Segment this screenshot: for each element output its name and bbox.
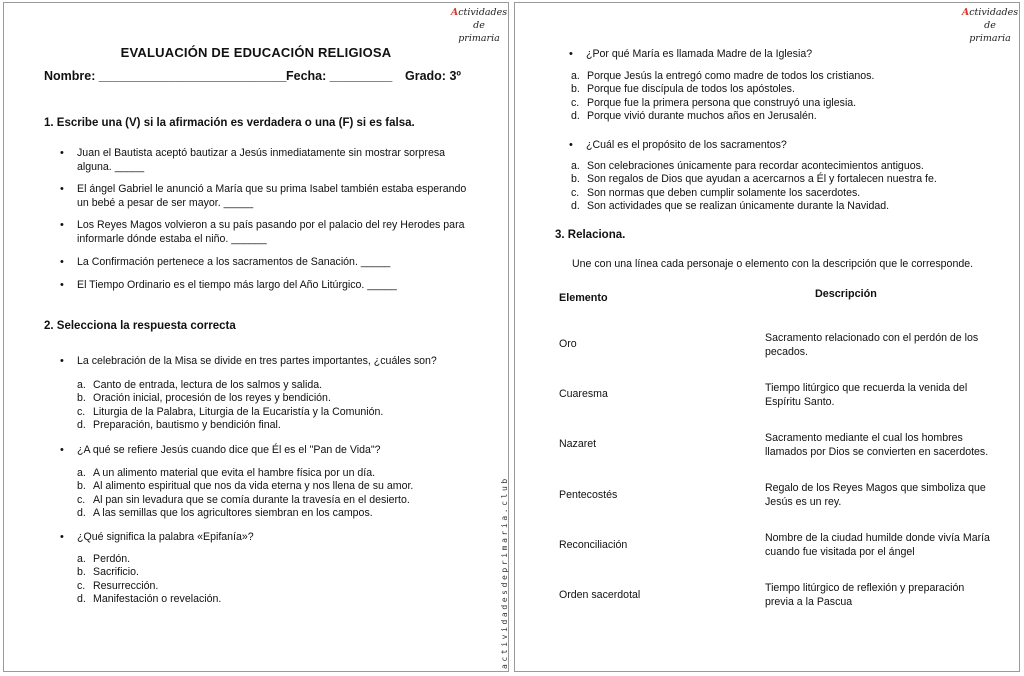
match-element: Reconciliación bbox=[559, 539, 628, 551]
right-page bbox=[514, 2, 1020, 672]
option-item: c. Al pan sin levadura que se comía durante la travesía en el desierto. bbox=[77, 493, 410, 506]
option-item: a. Son celebraciones únicamente para recordar acontecimientos antiguos. bbox=[571, 160, 924, 172]
question-madre-iglesia: • ¿Por qué María es llamada Madre de la Iglesia? bbox=[586, 47, 812, 61]
options-madre-iglesia bbox=[571, 70, 874, 124]
match-element: Cuaresma bbox=[559, 388, 608, 400]
column-header-descripcion: Descripción bbox=[815, 288, 877, 300]
grado-field: Grado: 3º bbox=[405, 69, 461, 83]
question-sacramentos: • ¿Cuál es el propósito de los sacramentos? bbox=[586, 138, 787, 152]
left-page bbox=[3, 2, 509, 672]
section-1-title: 1. Escribe una (V) si la afirmación es verdadera o una (F) si es falsa. bbox=[44, 117, 415, 129]
option-item: d. A las semillas que los agricultores siembran en los campos. bbox=[77, 507, 373, 520]
option-item: d. Preparación, bautismo y bendición final. bbox=[77, 419, 281, 432]
option-item: a. Canto de entrada, lectura de los salmos y salida. bbox=[77, 379, 323, 391]
match-element: Nazaret bbox=[559, 438, 597, 450]
brand-logo: Actividades de primaria bbox=[450, 7, 508, 44]
match-description: Tiempo litúrgico que recuerda la venida del Espíritu Santo. bbox=[765, 382, 968, 408]
option-item: d. Porque vivió durante muchos años en Jerusalén. bbox=[571, 110, 817, 123]
section-2-title: 2. Selecciona la respuesta correcta bbox=[44, 320, 236, 332]
section-3-title: 3. Relaciona. bbox=[555, 229, 626, 241]
question-misa: • La celebración de la Misa se divide en tres partes importantes, ¿cuáles son? bbox=[77, 354, 437, 368]
option-item: a. Porque Jesús la entregó como madre de todos los cristianos. bbox=[571, 70, 875, 82]
option-item: a. A un alimento material que evita el hambre física por un día. bbox=[77, 467, 376, 479]
option-item: b. Porque fue discípula de todos los apóstoles. bbox=[571, 83, 795, 96]
option-item: b. Son regalos de Dios que ayudan a acercarnos a Él y fortalecen nuestra fe. bbox=[571, 173, 937, 186]
option-item: b. Sacrificio. bbox=[77, 566, 139, 579]
options-epifania bbox=[77, 553, 221, 607]
tf-item: • Los Reyes Magos volvieron a su país pasando por el palacio del rey Herodes para informarle dónde estaba el niño. ______ bbox=[77, 218, 467, 246]
fecha-field: Fecha: _________ bbox=[286, 69, 393, 83]
question-pan-de-vida: • ¿A qué se refiere Jesús cuando dice que Él es el "Pan de Vida"? bbox=[77, 443, 381, 457]
match-description: Sacramento mediante el cual los hombres llamados por Dios se convierten en sacerdotes. bbox=[765, 432, 989, 458]
tf-item: • El ángel Gabriel le anunció a María que su prima Isabel también estaba esperando un bebé a pesar de ser mayor. _____ bbox=[77, 182, 467, 210]
match-element: Oro bbox=[559, 338, 577, 350]
match-description: Tiempo litúrgico de reflexión y preparación previa a la Pascua bbox=[765, 582, 965, 608]
tf-item: • Juan el Bautista aceptó bautizar a Jesús inmediatamente sin mostrar sorpresa alguna. _____ bbox=[77, 146, 467, 174]
match-description: Sacramento relacionado con el perdón de los pecados. bbox=[765, 332, 979, 358]
page-title: EVALUACIÓN DE EDUCACIÓN RELIGIOSA bbox=[120, 45, 392, 60]
options-sacramentos bbox=[571, 160, 937, 214]
option-item: c. Resurrección. bbox=[77, 579, 159, 592]
match-element: Pentecostés bbox=[559, 489, 618, 501]
column-header-elemento: Elemento bbox=[559, 292, 608, 304]
brand-logo: Actividades de primaria bbox=[961, 7, 1019, 44]
question-epifania: • ¿Qué significa la palabra «Epifanía»? bbox=[77, 530, 254, 544]
options-pan-de-vida bbox=[77, 467, 413, 521]
option-item: a. Perdón. bbox=[77, 553, 131, 565]
option-item: c. Son normas que deben cumplir solamente los sacerdotes. bbox=[571, 186, 861, 199]
match-description: Regalo de los Reyes Magos que simboliza que Jesús es un rey. bbox=[765, 482, 986, 508]
nombre-field: Nombre: ___________________________ bbox=[44, 69, 287, 83]
vertical-watermark: actividadesdeprimaria.club bbox=[500, 476, 509, 669]
option-item: c. Liturgia de la Palabra, Liturgia de la Eucaristía y la Comunión. bbox=[77, 405, 384, 418]
match-element: Orden sacerdotal bbox=[559, 589, 641, 601]
match-description: Nombre de la ciudad humilde donde vivía María cuando fue visitada por el ángel bbox=[765, 532, 990, 558]
tf-item: • La Confirmación pertenece a los sacramentos de Sanación. _____ bbox=[77, 255, 390, 269]
option-item: d. Manifestación o revelación. bbox=[77, 593, 222, 606]
section-3-instructions: Une con una línea cada personaje o elemento con la descripción que le corresponde. bbox=[572, 258, 974, 270]
option-item: c. Porque fue la primera persona que construyó una iglesia. bbox=[571, 96, 857, 109]
option-item: b. Oración inicial, procesión de los reyes y bendición. bbox=[77, 392, 331, 405]
tf-item: • El Tiempo Ordinario es el tiempo más largo del Año Litúrgico. _____ bbox=[77, 278, 397, 292]
options-misa bbox=[77, 379, 383, 433]
option-item: d. Son actividades que se realizan únicamente durante la Navidad. bbox=[571, 200, 890, 213]
option-item: b. Al alimento espiritual que nos da vida eterna y nos llena de su amor. bbox=[77, 480, 414, 493]
